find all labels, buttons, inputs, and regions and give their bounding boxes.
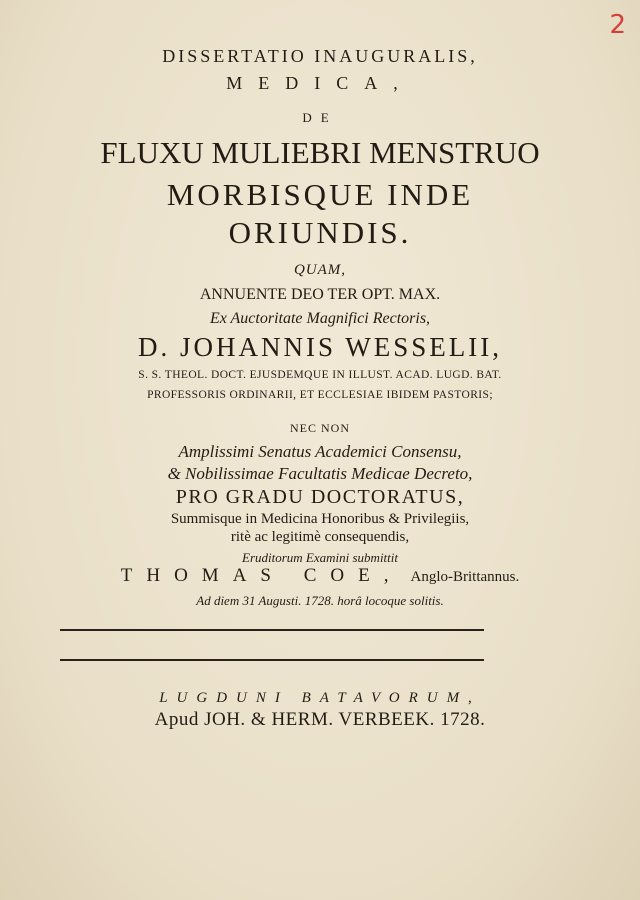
divider-rule-1 xyxy=(60,629,484,631)
senatus-line: Amplissimi Senatus Academici Consensu, xyxy=(178,442,462,461)
facultatis-line: & Nobilissimae Facultatis Medicae Decreto, xyxy=(167,464,473,483)
nec-non-line: NEC NON xyxy=(290,421,350,435)
rector-title-line1: S. S. THEOL. DOCT. EJUSDEMQUE IN ILLUST. ACAD. LUGD. BAT. xyxy=(138,369,502,381)
imprint-printer: Apud JOH. & HERM. VERBEEK. 1728. xyxy=(154,709,486,730)
pro-gradu-line: PRO GRADU DOCTORATUS, xyxy=(175,486,465,508)
divider-rule-2 xyxy=(60,659,484,661)
quam-line: QUAM, xyxy=(293,262,347,278)
imprint-place: LUGDUNI BATAVORUM, xyxy=(159,690,481,706)
medica-heading: MEDICA, xyxy=(226,73,414,93)
main-title-line1: FLUXU MULIEBRI MENSTRUO xyxy=(100,135,540,170)
main-title-line3: ORIUNDIS. xyxy=(228,215,412,250)
rite-line: ritè ac legitimè consequendis, xyxy=(230,529,410,545)
eruditorum-line: Eruditorum Examini submittit xyxy=(242,550,398,565)
main-title-line2: MORBISQUE INDE xyxy=(166,177,474,212)
de-heading: DE xyxy=(302,110,338,125)
rector-title-line2: PROFESSORIS ORDINARII, ET ECCLESIAE IBIDEM PASTORIS; xyxy=(147,389,493,401)
summisque-line: Summisque in Medicina Honoribus & Privilegiis, xyxy=(170,511,470,527)
annuente-line: ANNUENTE DEO TER OPT. MAX. xyxy=(199,286,441,303)
auctoritate-line: Ex Auctoritate Magnifici Rectoris, xyxy=(209,310,431,327)
defense-date-line: Ad diem 31 Augusti. 1728. horâ locoque solitis. xyxy=(196,593,444,608)
author-name: THOMAS COE, xyxy=(120,565,403,586)
author-origin: Anglo-Brittannus. xyxy=(410,569,520,585)
author-line xyxy=(0,565,640,595)
page-number-mark: 2 xyxy=(609,10,626,40)
rector-name: D. JOHANNIS WESSELII, xyxy=(138,332,502,362)
dissertation-heading: DISSERTATIO INAUGURALIS, xyxy=(162,46,478,66)
